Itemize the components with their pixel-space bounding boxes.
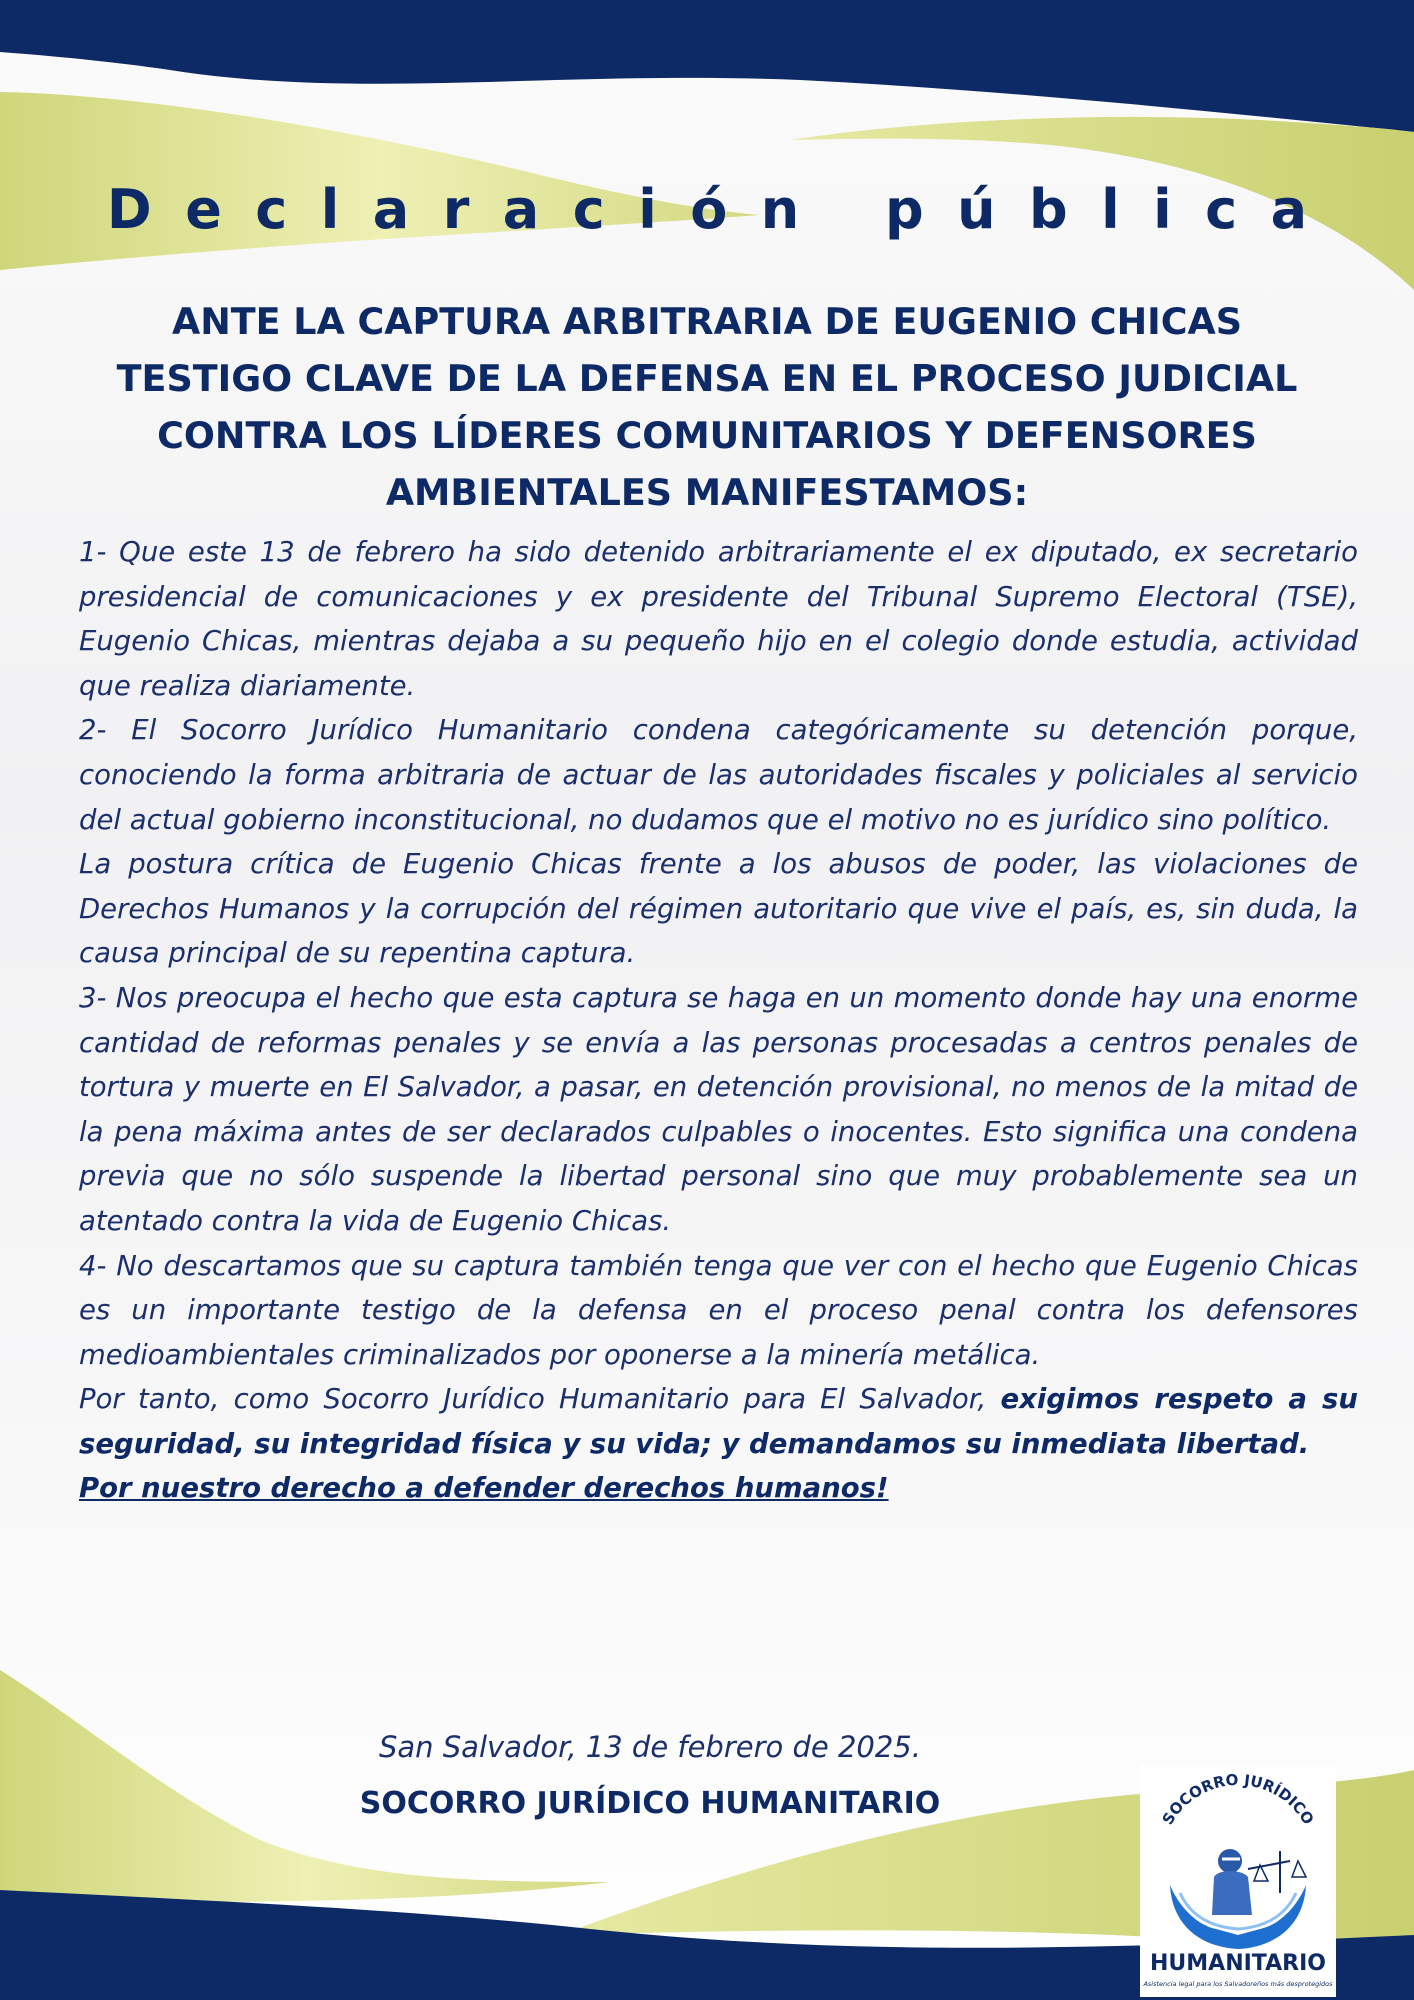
paragraph-point-2: 2- El Socorro Jurídico Humanitario condena categóricamente su detención porque, conociendo la forma arbitraria de actuar de las autoridades fiscales y policiales al servicio del actual gobierno inconstitucional, no dudamos que el motivo no es jurídico sino político. bbox=[79, 714, 1358, 836]
closing-intro: Por tanto, como Socorro Jurídico Humanitario para El Salvador, bbox=[79, 1383, 1001, 1416]
svg-text:SOCORRO JURÍDICO bbox=[1159, 1771, 1318, 1828]
place-and-date: San Salvador, 13 de febrero de 2025. bbox=[379, 1730, 921, 1764]
organization-logo bbox=[1140, 1765, 1336, 1997]
paragraph-critical-stance: La postura crítica de Eugenio Chicas frente a los abusos de poder, las violaciones de Derechos Humanos y la corrupción del régimen autoritario que vive el país, es, sin duda, la causa principal de su repentina captura. bbox=[79, 848, 1358, 970]
logo-top-text: SOCORRO JURÍDICO bbox=[1158, 1770, 1318, 1828]
page-title: Declaración pública bbox=[106, 178, 1341, 241]
paragraph-slogan bbox=[79, 1466, 1358, 1511]
logo-bottom-text: HUMANITARIO bbox=[1150, 1951, 1326, 1976]
paragraph-point-1: 1- Que este 13 de febrero ha sido detenido arbitrariamente el ex diputado, ex secretario presidencial de comunicaciones y ex presidente del Tribunal Supremo Electoral (TSE), Eugenio Chicas, mientras dejaba a su pequeño hijo en el colegio donde estudia, actividad que realiza diariamente. bbox=[79, 536, 1358, 702]
logo-tagline: Asistencia legal para los Salvadoreños más desprotegidos bbox=[1143, 1980, 1333, 1988]
closing-demand: exigimos respeto a su seguridad, su integridad física y su vida; y demandamos su inmediata libertad. bbox=[79, 1383, 1358, 1460]
declaration-body bbox=[79, 530, 1358, 1511]
slogan: Por nuestro derecho a defender derechos humanos! bbox=[79, 1472, 889, 1505]
paragraph-closing bbox=[79, 1377, 1358, 1466]
paragraph-point-4: 4- No descartamos que su captura también tenga que ver con el hecho que Eugenio Chicas es un importante testigo de la defensa en el proceso penal contra los defensores medioambientales criminalizados por oponerse a la minería metálica. bbox=[79, 1249, 1358, 1371]
declaration-heading: ANTE LA CAPTURA ARBITRARIA DE EUGENIO CHICAS TESTIGO CLAVE DE LA DEFENSA EN EL PROCESO JUDICIAL CONTRA LOS LÍDERES COMUNITARIOS Y DEFENSORES AMBIENTALES MANIFESTAMOS: bbox=[116, 300, 1298, 514]
scale-icon bbox=[1248, 1861, 1290, 1869]
logo-graphic bbox=[1140, 1765, 1336, 1997]
justice-figure-icon bbox=[1218, 1849, 1242, 1873]
signature-organization: SOCORRO JURÍDICO HUMANITARIO bbox=[359, 1786, 941, 1821]
paragraph-point-3: 3- Nos preocupa el hecho que esta captura se haga en un momento donde hay una enorme cantidad de reformas penales y se envía a las personas procesadas a centros penales de tortura y muerte en El Salvador, a pasar, en detención provisional, no menos de la mitad de la pena máxima antes de ser declarados culpables o inocentes. Esto significa una condena previa que no sólo suspende la libertad personal sino que muy probablemente sea un atentado contra la vida de Eugenio Chicas. bbox=[79, 981, 1358, 1237]
